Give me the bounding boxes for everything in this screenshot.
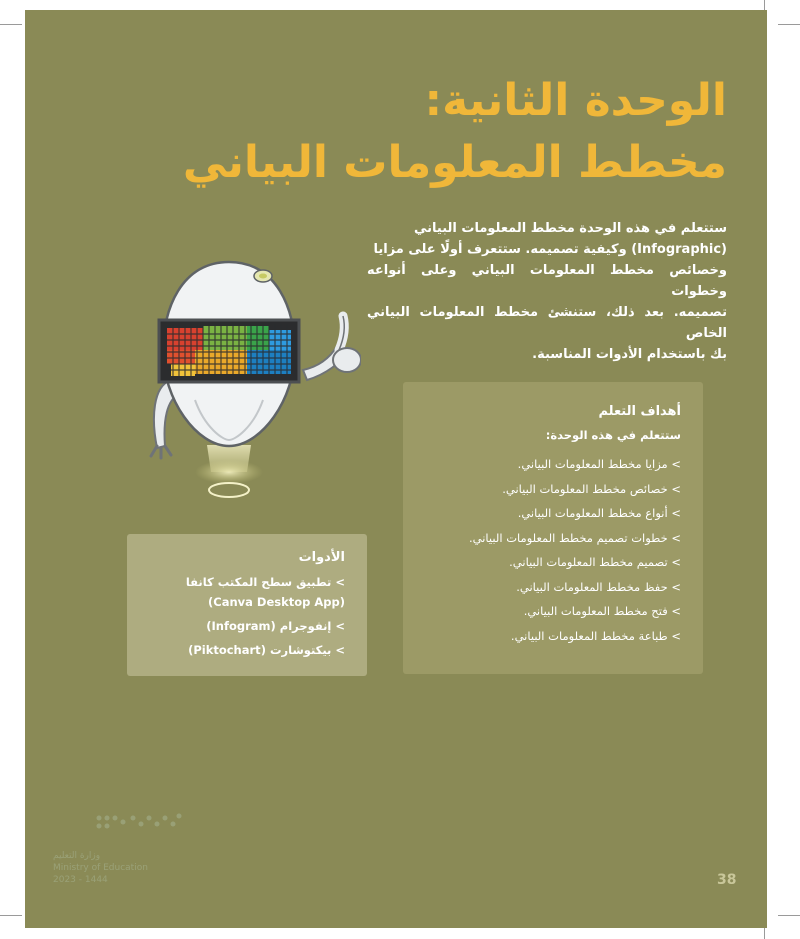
tool-piktochart: > بيكتوشارت (Piktochart) <box>188 643 345 657</box>
learning-objectives-subheading: ستتعلم في هذه الوحدة: <box>545 428 681 442</box>
intro-line: ستتعلم في هذه الوحدة مخطط المعلومات البياني <box>413 221 727 236</box>
list-item: > أنواع مخطط المعلومات البياني. <box>517 506 681 520</box>
crop-mark-top-left-h <box>0 24 22 25</box>
watermark-line3: 2023 - 1444 <box>53 875 108 885</box>
robot-illustration-icon <box>131 250 361 500</box>
tool-canva-line2: (Canva Desktop App) <box>207 595 345 609</box>
watermark-line1: وزارة التعليم <box>53 851 101 861</box>
learning-objectives-box <box>403 382 703 674</box>
page-number: 38 <box>717 872 737 888</box>
list-item: > طباعة مخطط المعلومات البياني. <box>510 628 681 643</box>
list-item: > تصميم مخطط المعلومات البياني. <box>509 555 681 569</box>
unit-intro-paragraph <box>367 218 727 365</box>
intro-line: تصميمه. بعد ذلك، ستنشئ مخطط المعلومات البياني الخاص <box>367 305 727 341</box>
tool-canva-line1: > تطبيق سطح المكتب كانفا <box>185 575 345 589</box>
tool-infogram: > إنفوجرام (Infogram) <box>206 619 345 633</box>
crop-mark-bottom-right-h <box>778 915 800 916</box>
tools-box <box>127 534 367 676</box>
intro-line: وخصائص مخطط المعلومات البياني وعلى أنواعه وخطوات <box>367 263 727 299</box>
tools-list <box>135 572 345 660</box>
intro-line: بك باستخدام الأدوات المناسبة. <box>532 347 727 362</box>
tools-heading: الأدوات <box>298 550 345 565</box>
crop-mark-bottom-left-h <box>0 915 22 916</box>
unit-title-line2: مخطط المعلومات البياني <box>182 137 727 188</box>
textbook-page <box>25 10 767 928</box>
ministry-logo-icon <box>93 810 183 838</box>
list-item: > فتح مخطط المعلومات البياني. <box>523 604 681 618</box>
ministry-watermark <box>53 810 193 900</box>
crop-mark-top-right-h <box>778 24 800 25</box>
learning-objectives-heading: أهداف التعلم <box>598 404 681 419</box>
watermark-line2: Ministry of Education <box>53 863 148 873</box>
learning-objectives-list <box>411 452 681 648</box>
list-item: > مزايا مخطط المعلومات البياني. <box>517 457 681 471</box>
list-item: > حفظ مخطط المعلومات البياني. <box>516 579 681 594</box>
list-item: > خطوات تصميم مخطط المعلومات البياني. <box>468 530 681 545</box>
list-item: > خصائص مخطط المعلومات البياني. <box>502 481 681 496</box>
unit-title-line1: الوحدة الثانية: <box>424 75 727 126</box>
intro-line: (Infographic) وكيفية تصميمه. ستتعرف أولًا على مزايا <box>373 242 727 257</box>
